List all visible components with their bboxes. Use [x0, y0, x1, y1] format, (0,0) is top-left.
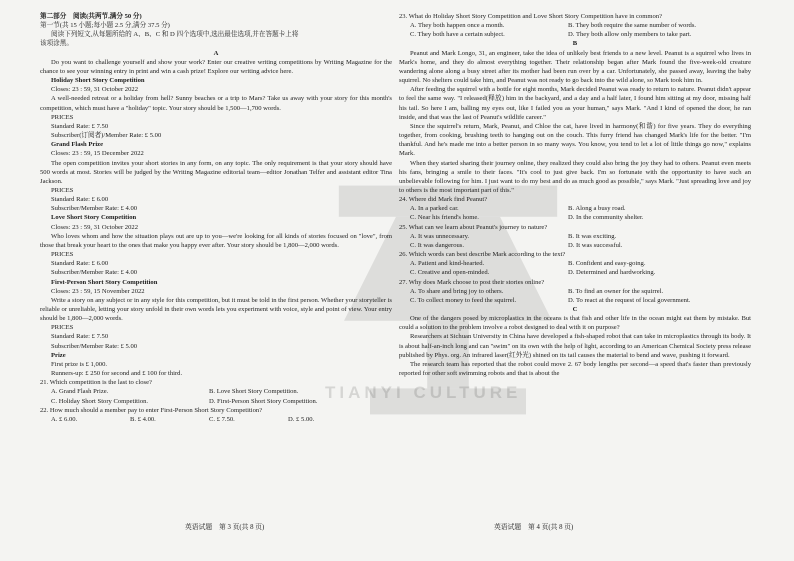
- q22-option-a: A. £ 6.00.: [51, 415, 78, 423]
- passage-c-paragraph-1: One of the dangers posed by microplastics in the oceans is that fish and other life in the ocean might eat them by mistake. But could a solution to the problem involve a robot designed to deal with it on purpose?: [399, 315, 751, 332]
- question-21-options: [40, 387, 392, 405]
- comp4-desc: Write a story on any subject or in any style for this competition, but it must be told in the first person. Whether your storyteller is reliable or unreliable, letting your story unfold in their own words lets you experiment with voice, style and point of view. Your entry should be 1,800—2,000 words.: [40, 296, 392, 323]
- comp2-prices-label: PRICES: [51, 186, 74, 194]
- comp4-prices-label: PRICES: [51, 324, 74, 332]
- question-22: 22. How much should a member pay to enter First-Person Short Story Competition?: [40, 406, 263, 414]
- q24-option-c: C. Near his friend's home.: [410, 214, 479, 222]
- q26-option-b: B. Confident and easy-going.: [568, 260, 646, 268]
- passage-b-paragraph-4: When they started sharing their journey online, they realized they could also bring the joy they had to others. Peanut even meets his fans, bringing a smile to their faces. "It's cool to just give back. I'm so fortunate with the opportunity to have such an unbelievable following for him. I just want to do my best and do as much good as possible," says Mark. "Just spreading love and joy to others is the most important part of this.": [399, 159, 751, 194]
- q23-option-a: A. They both happen once a month.: [410, 22, 505, 30]
- q21-option-b: B. Love Short Story Competition.: [209, 388, 299, 396]
- q23-option-c: C. They both have a certain subject.: [410, 31, 505, 39]
- prize-runners-up: Runners-up: £ 250 for second and £ 100 for third.: [51, 370, 183, 378]
- q27-option-b: B. To find an owner for the squirrel.: [568, 287, 664, 295]
- q26-option-a: A. Patient and kind-hearted.: [410, 260, 485, 268]
- question-24: 24. Where did Mark find Peanut?: [399, 196, 488, 204]
- watermark-text: TIANYI CULTURE: [325, 383, 522, 402]
- passage-b-paragraph-2: After feeding the squirrel with a bottle for eight months, Mark decided Peanut was ready to return to nature. Peanut didn't appear to feel the same way. "I released(释放) him in the backyard, and a day and a half later, I found him sitting at my door, missing half his tail. So here I am, balling my eyes out, like I failed you as your human," says Mark. "And I kind of opened the door, he ran inside, and that was the last of Peanut's wildlife career.": [399, 86, 751, 121]
- left-column: [40, 12, 392, 534]
- q23-option-d: D. They both allow only members to take part.: [568, 31, 692, 39]
- question-25-options: [399, 232, 751, 250]
- q24-option-a: A. In a parked car.: [410, 205, 459, 213]
- comp1-prices-label: PRICES: [51, 113, 74, 121]
- question-24-options: [399, 204, 751, 222]
- q25-option-d: D. It was successful.: [568, 241, 623, 249]
- page-footer-right: 英语试题 第 4 页(共 8 页): [494, 524, 574, 531]
- comp2-title: Grand Flash Prize: [51, 141, 104, 149]
- comp3-closes: Closes: 23 : 59, 31 October 2022: [51, 223, 138, 231]
- comp4-standard-rate: Standard Rate: £ 7.50: [51, 333, 109, 341]
- q27-option-a: A. To share and bring joy to others.: [410, 287, 504, 295]
- question-22-options: [40, 415, 392, 424]
- q25-option-c: C. It was dangerous.: [410, 241, 465, 249]
- passage-c-paragraph-3: The research team has reported that the robot could move 2. 67 body lengths per second—a speed that's faster than previously reported for other soft swimming robots and that is about the: [399, 360, 751, 378]
- q26-option-c: C. Creative and open-minded.: [410, 269, 490, 277]
- comp3-subscriber-rate: Subscriber/Member Rate: £ 4.00: [51, 269, 138, 277]
- comp2-closes: Closes: 23 : 59, 15 December 2022: [51, 150, 144, 158]
- comp3-prices-label: PRICES: [51, 251, 74, 259]
- comp4-subscriber-rate: Subscriber/Member Rate: £ 5.00: [51, 342, 138, 350]
- q25-option-b: B. It was exciting.: [568, 232, 617, 240]
- question-26-options: [399, 259, 751, 277]
- comp1-desc: A well-needed retreat or a holiday from hell? Sunny beaches or a trip to Mars? Take us away with your story for this month's competition, which must have a "holiday" topic. Your story should be 1,500—1,700 words.: [40, 95, 392, 112]
- q22-option-d: D. £ 5.00.: [288, 415, 315, 423]
- passage-c-paragraph-2: Researchers at Sichuan University in China have developed a fish-shaped robot that can take in microplastics through its body. It is about half-an-inch long and can "swim" on its own with the help of light, according to an American Chemical Society press release published by Phys. org. An infrared laser(红外光) shined on its tail causes the material to bend and wave, pushing it forward.: [399, 333, 751, 359]
- q27-option-c: C. To collect money to feed the squirrel.: [410, 296, 517, 304]
- question-23-options: [399, 21, 751, 39]
- comp1-closes: Closes: 23 : 59, 31 October 2022: [51, 86, 138, 94]
- comp2-standard-rate: Standard Rate: £ 6.00: [51, 196, 109, 204]
- question-26: 26. Which words can best describe Mark according to the text?: [399, 251, 566, 259]
- passage-b-paragraph-3: Since the squirrel's return, Mark, Peanut, and Chloe the cat, have lived in harmony(和谐) for five years. They do everything together, from cooking, brushing teeth to hanging out on the couch. This furry friend has changed Mark's life for the better. "I'm thankful. And he's made me into a better person in so many ways. You know, you tend to let a lot of little things go now," explains Mark.: [399, 122, 751, 158]
- comp1-subscriber-rate: Subscriber(订阅者)/Member Rate: £ 5.00: [51, 132, 162, 140]
- comp1-standard-rate: Standard Rate: £ 7.50: [51, 122, 109, 130]
- comp3-standard-rate: Standard Rate: £ 6.00: [51, 260, 109, 268]
- q27-option-d: D. To react at the request of local government.: [568, 296, 691, 304]
- q24-option-d: D. In the community shelter.: [568, 214, 644, 222]
- q22-option-c: C. £ 7.50.: [209, 415, 235, 423]
- q21-option-d: D. First-Person Short Story Competition.: [209, 397, 318, 405]
- prize-first: First prize is £ 1,000.: [51, 360, 108, 368]
- question-27: 27. Why does Mark choose to post their stories online?: [399, 278, 545, 286]
- comp3-title: Love Short Story Competition: [51, 214, 137, 222]
- question-21: 21. Which competition is the last to close?: [40, 379, 152, 387]
- passage-b-label: B: [572, 40, 578, 48]
- page-footer-left: 英语试题 第 3 页(共 8 页): [185, 524, 265, 531]
- passage-a-intro: Do you want to challenge yourself and show your work? Enter our creative writing competitions by Writing Magazine for the chance to see your winning entry in print and win a cash prize! Explore our writing advice here.: [40, 58, 392, 75]
- comp2-subscriber-rate: Subscriber/Member Rate: £ 4.00: [51, 205, 138, 213]
- comp1-title: Holiday Short Story Competition: [51, 77, 145, 85]
- q23-option-b: B. They both require the same number of words.: [568, 22, 697, 30]
- question-27-options: [399, 287, 751, 305]
- prize-title: Prize: [51, 351, 66, 359]
- question-23: 23. What do Holiday Short Story Competition and Love Short Story Competition have in common?: [399, 13, 663, 20]
- q21-option-c: C. Holiday Short Story Competition.: [51, 397, 149, 405]
- q22-option-b: B. £ 4.00.: [130, 415, 156, 423]
- comp3-desc: Who loves whom and how the situation plays out are up to you—we're looking for all kinds of stories focused on "love", from those that break your heart to the ones that make you happy ever after. Your story should be 1,800—2,000 words.: [40, 232, 392, 249]
- q24-option-b: B. Along a busy road.: [568, 205, 626, 213]
- instruction-line-2: 该项涂黑。: [40, 40, 73, 48]
- section-title: 第一节(共 15 小题;每小题 2.5 分,满分 37.5 分): [40, 22, 170, 30]
- part-title: 第二部分 阅读(共两节,满分 50 分): [40, 13, 142, 20]
- comp4-closes: Closes: 23 : 59, 15 November 2022: [51, 287, 145, 295]
- comp4-title: First-Person Short Story Competition: [51, 278, 158, 286]
- passage-c-label: C: [572, 306, 578, 313]
- q26-option-d: D. Determined and hardworking.: [568, 269, 656, 277]
- instruction-line-1: 阅读下列短文,从每题所给的 A、B、C 和 D 四个选项中,选出最佳选项,并在答题卡上将: [51, 31, 299, 39]
- q21-option-a: A. Grand Flash Prize.: [51, 388, 109, 396]
- question-25: 25. What can we learn about Peanut's journey to nature?: [399, 223, 548, 231]
- q25-option-a: A. It was unnecessary.: [410, 232, 470, 240]
- right-column: [399, 12, 751, 534]
- comp2-desc: The open competition invites your short stories in any form, on any topic. The only requirement is that your story should have 500 words at most. Stories will be judged by the Writing Magazine editorial team—editor Jonathan Telfer and assistant editor Tina Jackson.: [40, 159, 392, 185]
- passage-b-paragraph-1: Peanut and Mark Longo, 31, an engineer, take the idea of unlikely best friends to a new level. Peanut is a squirrel who lives in Mark's home, and they do almost everything together. Their relationship began after Mark found the five-week-old creature wandering alone along a busy street after its mother had been run over by a car. Unfortunately, she passed away, leaving the baby squirrel. No shelters could take him, and Peanut was not ready to go back into the wild alone, so Mark took him in.: [399, 49, 751, 85]
- passage-a-label: A: [213, 49, 219, 57]
